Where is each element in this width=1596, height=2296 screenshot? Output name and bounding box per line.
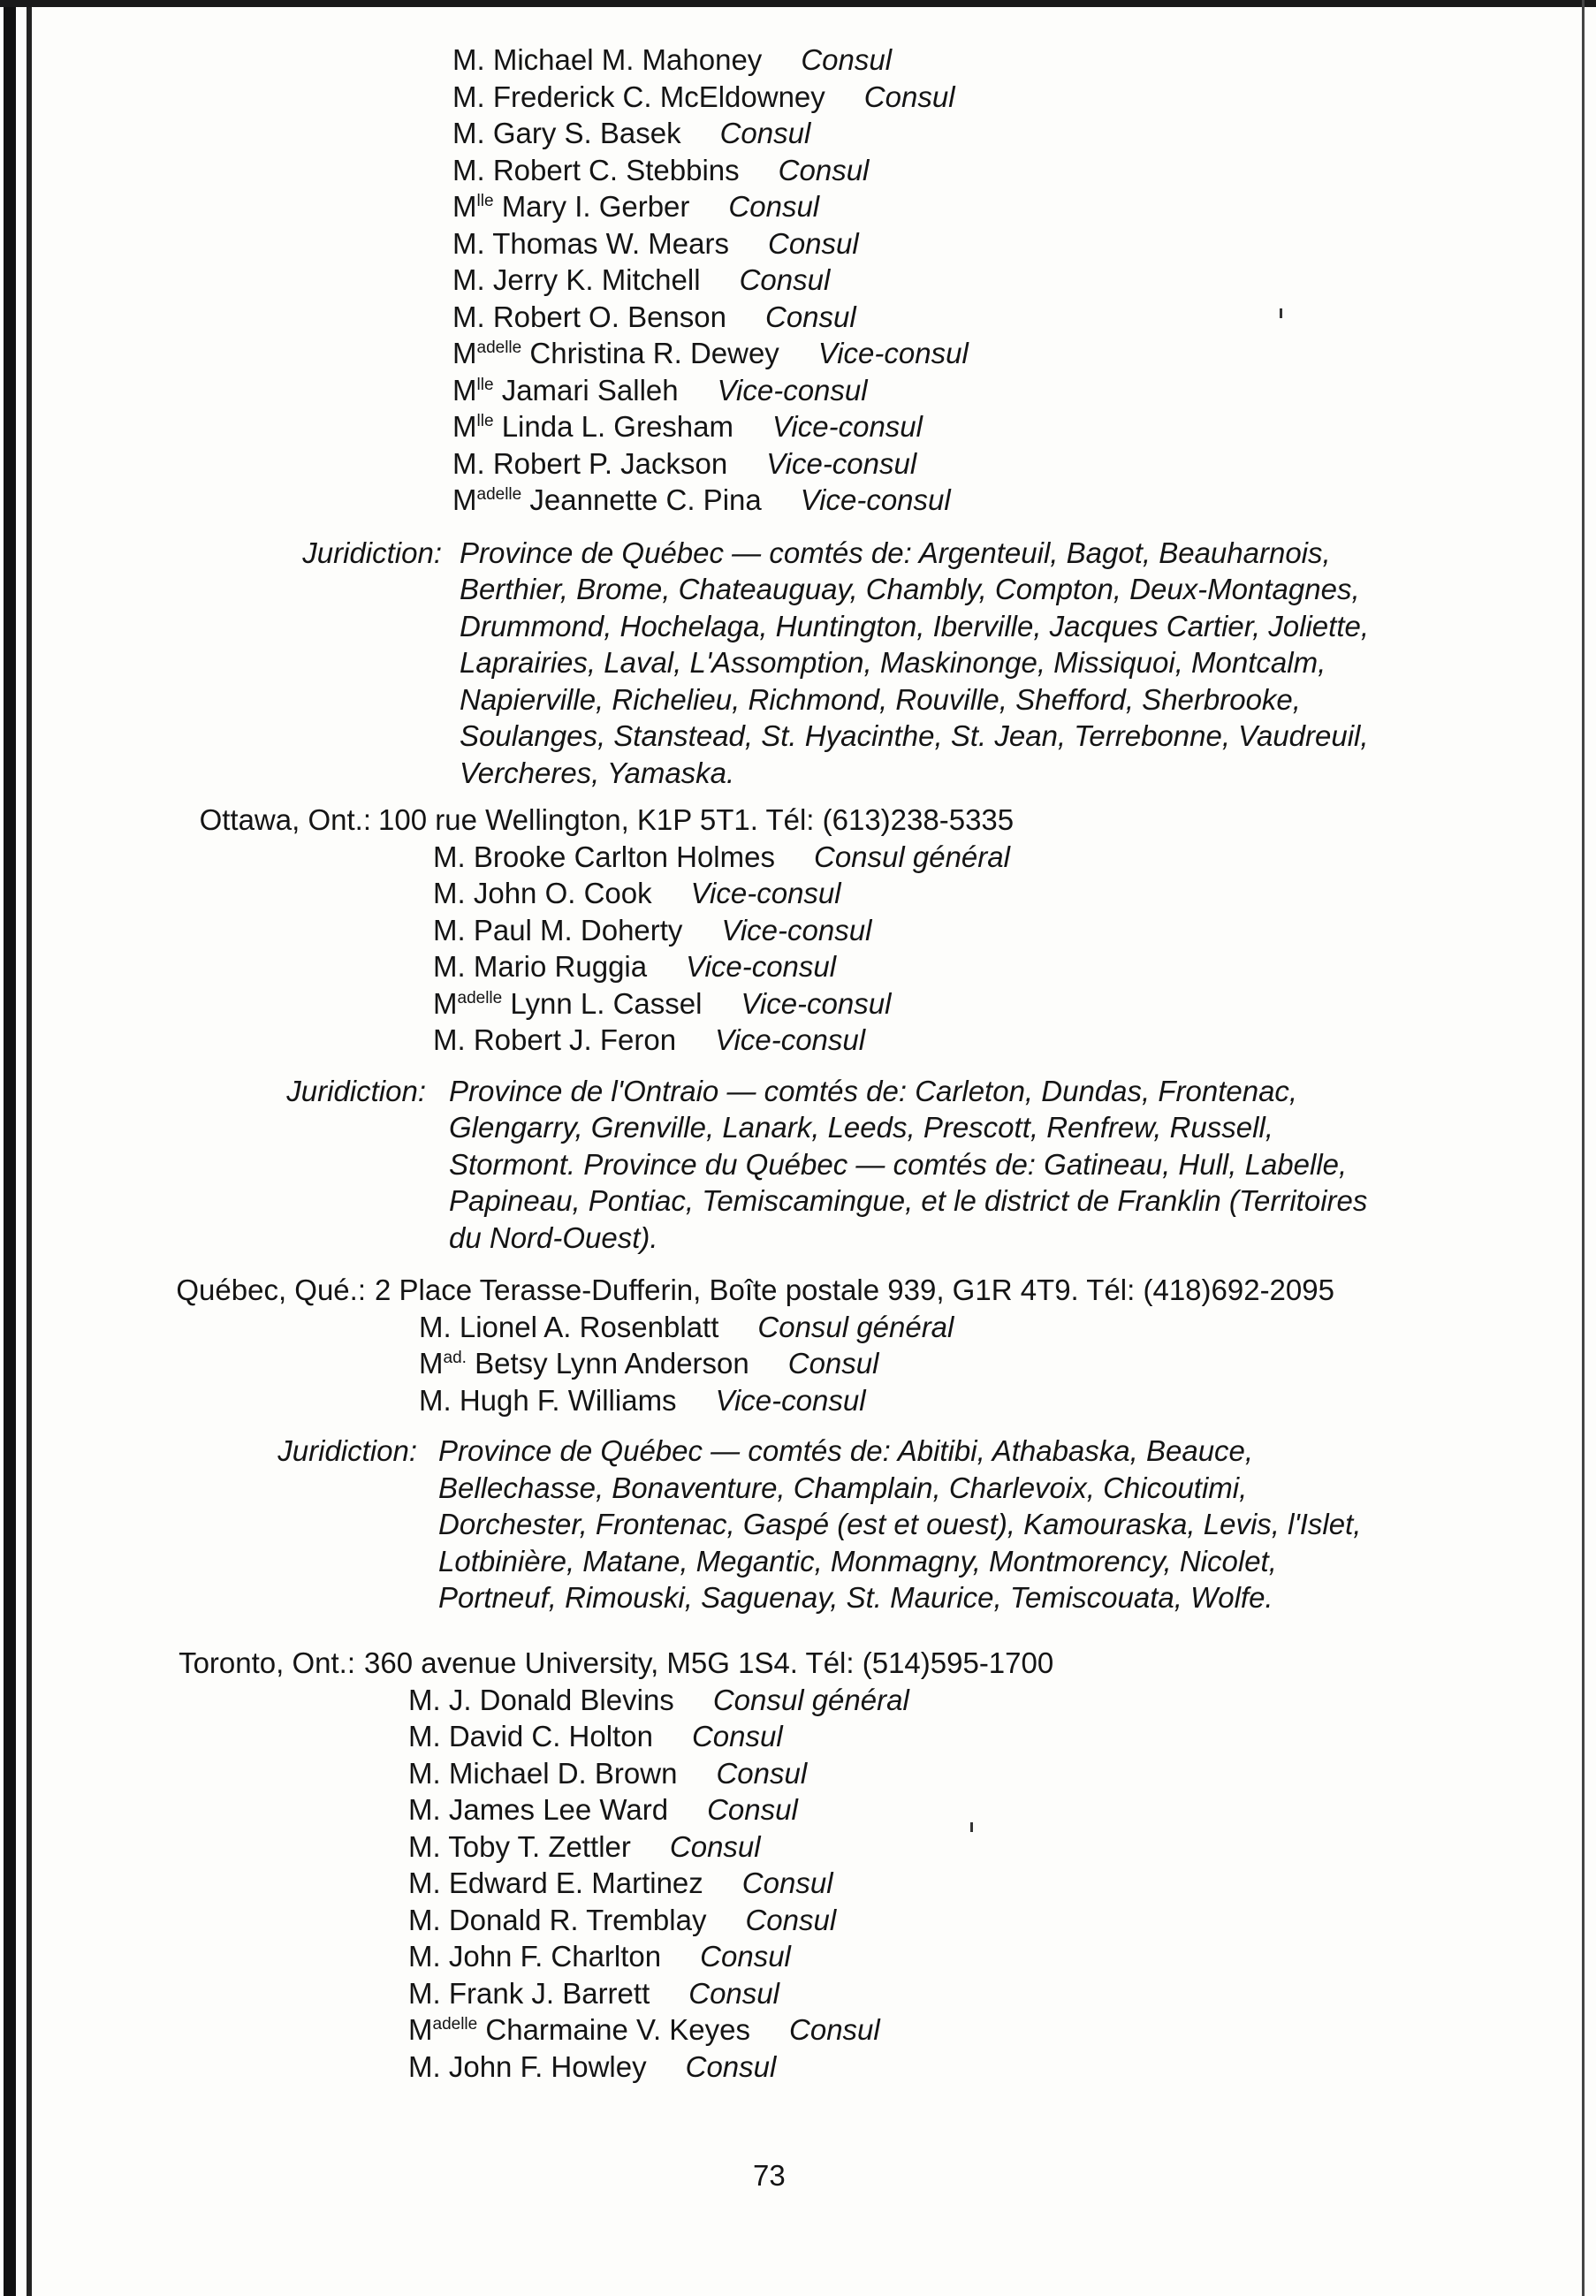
jurisdiction-line: Berthier, Brome, Chateauguay, Chambly, Compton, Deux-Montagnes,: [460, 573, 1360, 605]
staff-name: [408, 2013, 750, 2046]
staff-entry: [408, 1866, 833, 1901]
office-address: 2 Place Terasse-Dufferin, Boîte postale 939, G1R 4T9. Tél: (418)692-2095: [375, 1273, 1334, 1306]
honorific: M.: [452, 43, 485, 76]
honorific: M.: [452, 446, 485, 480]
honorific: M.: [408, 2049, 441, 2083]
office-city: Québec, Qué.:: [176, 1273, 366, 1306]
staff-role: Consul général: [757, 1310, 954, 1343]
honorific: M: [452, 410, 477, 443]
staff-role: Consul: [787, 1347, 879, 1380]
staff-name: [419, 1384, 677, 1417]
staff-entry: [419, 1383, 866, 1418]
staff-entry: [408, 1719, 783, 1754]
person-name: Edward E. Martinez: [448, 1866, 703, 1899]
jurisdiction-label: Juridiction:: [286, 1074, 426, 1107]
person-name: Brooke Carlton Holmes: [473, 840, 775, 873]
scan-border-left: [4, 0, 16, 2296]
staff-entry: [452, 226, 859, 262]
person-name: Frederick C. McEldowney: [492, 80, 825, 113]
jurisdiction-line: Province de Québec — comtés de: Abitibi, Athabaska, Beauce,: [438, 1434, 1254, 1467]
person-name: Mary I. Gerber: [501, 190, 690, 223]
staff-entry: [408, 2012, 880, 2048]
scan-border-top: [0, 0, 1596, 7]
staff-entry: [433, 949, 836, 985]
honorific-suffix: ad.: [443, 1349, 467, 1367]
honorific-suffix: adelle: [476, 338, 522, 357]
staff-role: Vice-consul: [686, 950, 837, 983]
staff-name: [452, 263, 701, 296]
jurisdiction-line: Napierville, Richelieu, Richmond, Rouville, Shefford, Sherbrooke,: [460, 682, 1301, 716]
staff-entry: [452, 483, 951, 518]
staff-role: Vice-consul: [715, 1383, 866, 1417]
staff-role: Consul: [688, 1976, 779, 2010]
staff-role: Vice-consul: [717, 373, 868, 407]
person-name: Linda L. Gresham: [501, 410, 733, 443]
page-number: 73: [753, 2159, 786, 2192]
staff-entry: [408, 2049, 776, 2085]
person-name: John O. Cook: [473, 877, 652, 909]
staff-entry: [452, 80, 955, 115]
staff-name: [433, 950, 647, 983]
staff-name: [419, 1347, 749, 1380]
person-name: Toby T. Zettler: [448, 1829, 631, 1863]
jurisdiction-line: Portneuf, Rimouski, Saguenay, St. Maurice, Temiscouata, Wolfe.: [438, 1581, 1273, 1614]
staff-entry: [452, 116, 810, 151]
staff-entry: [452, 373, 868, 408]
honorific-suffix: adelle: [457, 988, 503, 1007]
honorific: M.: [433, 913, 466, 947]
staff-role: Consul: [765, 300, 856, 333]
honorific: M.: [452, 226, 485, 260]
staff-role: Consul: [716, 1756, 808, 1790]
person-name: Robert P. Jackson: [492, 446, 728, 480]
person-name: Michael M. Mahoney: [492, 43, 763, 76]
staff-entry: [433, 876, 841, 911]
staff-name: [433, 987, 702, 1020]
staff-name: [433, 877, 652, 909]
honorific: M.: [408, 1940, 441, 1973]
staff-role: Consul général: [712, 1683, 909, 1716]
staff-role: Consul: [778, 153, 870, 186]
honorific: M: [433, 986, 458, 1020]
jurisdiction-line: Laprairies, Laval, L'Assomption, Maskinonge, Missiquoi, Montcalm,: [460, 646, 1326, 679]
honorific: M: [419, 1347, 444, 1380]
person-name: Gary S. Basek: [492, 117, 681, 149]
person-name: John F. Charlton: [448, 1940, 662, 1973]
staff-name: [452, 227, 729, 260]
honorific-suffix: lle: [476, 192, 494, 210]
person-name: Christina R. Dewey: [529, 337, 779, 369]
staff-role: Vice-consul: [721, 913, 872, 947]
staff-entry: [452, 42, 892, 78]
staff-role: Consul: [789, 2013, 880, 2046]
staff-name: [452, 447, 727, 480]
jurisdiction-line: Province de Québec — comtés de: Argenteuil, Bagot, Beauharnois,: [460, 536, 1331, 569]
staff-name: [452, 117, 681, 149]
jurisdiction-line: Dorchester, Frontenac, Gaspé (est et ouest), Kamouraska, Levis, l'Islet,: [438, 1508, 1362, 1540]
staff-role: Vice-consul: [766, 446, 917, 480]
jurisdiction-line: Papineau, Pontiac, Temiscamingue, et le district de Franklin (Territoires: [449, 1184, 1368, 1217]
honorific: M.: [408, 1829, 441, 1863]
staff-role: Vice-consul: [715, 1023, 866, 1056]
jurisdiction-line: Drummond, Hochelaga, Huntington, Iberville, Jacques Cartier, Joliette,: [460, 609, 1370, 642]
staff-entry: [452, 262, 830, 298]
person-name: Jerry K. Mitchell: [492, 263, 701, 296]
honorific: M.: [419, 1310, 452, 1343]
staff-entry: [408, 1683, 909, 1718]
honorific: M.: [433, 950, 466, 983]
person-name: Michael D. Brown: [448, 1756, 678, 1790]
scan-speck: [1280, 308, 1282, 318]
staff-entry: [408, 1829, 761, 1865]
person-name: John F. Howley: [448, 2049, 647, 2083]
staff-entry: [452, 153, 869, 188]
honorific: M.: [452, 153, 485, 186]
staff-role: Consul: [767, 226, 859, 260]
staff-role: Vice-consul: [741, 986, 892, 1020]
honorific: M.: [408, 1903, 441, 1936]
office-address: 100 rue Wellington, K1P 5T1. Tél: (613)238-5335: [378, 803, 1015, 836]
staff-name: [408, 2050, 647, 2083]
jurisdiction-label: Juridiction:: [277, 1434, 417, 1467]
staff-role: Consul: [741, 1866, 833, 1899]
person-name: Jeannette C. Pina: [529, 483, 762, 516]
honorific: M.: [452, 263, 485, 296]
staff-entry: [452, 446, 916, 482]
scan-speck: [970, 1822, 973, 1832]
staff-role: Consul: [728, 190, 820, 223]
jurisdiction-line: Glengarry, Grenville, Lanark, Leeds, Prescott, Renfrew, Russell,: [449, 1111, 1273, 1144]
honorific: M.: [408, 1720, 441, 1752]
staff-entry: [452, 189, 819, 224]
honorific: M.: [433, 877, 466, 909]
person-name: Robert O. Benson: [492, 300, 726, 333]
honorific: M.: [452, 117, 485, 149]
honorific: M.: [408, 1976, 441, 2010]
person-name: Thomas W. Mears: [492, 226, 729, 260]
staff-name: [408, 1757, 677, 1790]
office-city: Toronto, Ont.:: [179, 1646, 355, 1679]
honorific: M.: [433, 840, 466, 873]
staff-role: Vice-consul: [772, 410, 923, 443]
staff-name: [408, 1793, 668, 1826]
staff-name: [408, 1830, 631, 1863]
jurisdiction-line: Bellechasse, Bonaventure, Champlain, Charlevoix, Chicoutimi,: [438, 1471, 1248, 1504]
jurisdiction-line: Soulanges, Stanstead, St. Hyacinthe, St. Jean, Terrebonne, Vaudreuil,: [460, 719, 1369, 752]
honorific: M: [452, 373, 477, 407]
staff-name: [433, 914, 682, 947]
person-name: Paul M. Doherty: [473, 913, 683, 947]
honorific: M.: [433, 1023, 466, 1056]
staff-entry: [452, 409, 923, 445]
staff-entry: [408, 1976, 779, 2011]
staff-name: [419, 1311, 718, 1343]
person-name: Robert C. Stebbins: [492, 153, 740, 186]
honorific: M.: [408, 1756, 441, 1790]
staff-name: [408, 1904, 706, 1936]
staff-role: Consul: [707, 1793, 798, 1826]
jurisdiction-line: Stormont. Province du Québec — comtés de: Gatineau, Hull, Labelle,: [449, 1147, 1348, 1181]
honorific: M: [452, 337, 477, 369]
staff-role: Consul: [685, 2049, 777, 2083]
staff-entry: [433, 986, 891, 1022]
person-name: Hugh F. Williams: [459, 1383, 677, 1417]
honorific: M.: [408, 1793, 441, 1826]
staff-name: [452, 374, 679, 407]
person-name: Betsy Lynn Anderson: [475, 1347, 749, 1380]
honorific-suffix: lle: [476, 375, 494, 394]
office-city: Ottawa, Ont.:: [199, 803, 371, 836]
staff-entry: [419, 1346, 878, 1381]
staff-entry: [433, 913, 871, 948]
staff-name: [408, 1684, 674, 1716]
jurisdiction-line: Lotbinière, Matane, Megantic, Monmagny, Montmorency, Nicolet,: [438, 1544, 1277, 1578]
staff-name: [408, 1720, 653, 1752]
staff-role: Consul: [801, 43, 893, 76]
staff-name: [433, 1023, 676, 1056]
staff-name: [433, 840, 775, 873]
person-name: Charmaine V. Keyes: [485, 2013, 751, 2046]
honorific-suffix: adelle: [432, 2015, 478, 2034]
staff-name: [452, 483, 762, 516]
scan-border-left-inner: [27, 0, 32, 2296]
staff-role: Consul: [745, 1903, 837, 1936]
staff-role: Consul: [691, 1720, 783, 1752]
person-name: Mario Ruggia: [473, 950, 648, 983]
staff-name: [452, 43, 762, 76]
staff-role: Consul général: [813, 840, 1010, 873]
staff-name: [452, 190, 689, 223]
honorific: M: [452, 483, 477, 516]
staff-name: [408, 1977, 650, 2010]
jurisdiction-line: Vercheres, Yamaska.: [460, 756, 735, 789]
person-name: Robert J. Feron: [473, 1023, 677, 1056]
staff-role: Vice-consul: [800, 483, 951, 516]
staff-entry: [408, 1792, 798, 1828]
jurisdiction-line: du Nord-Ouest).: [449, 1220, 658, 1254]
person-name: Frank J. Barrett: [448, 1976, 650, 2010]
staff-entry: [452, 336, 969, 371]
person-name: Jamari Salleh: [501, 373, 679, 407]
staff-name: [408, 1866, 703, 1899]
staff-name: [452, 410, 733, 443]
staff-name: [452, 300, 726, 333]
honorific-suffix: adelle: [476, 485, 522, 504]
staff-role: Consul: [700, 1940, 791, 1973]
honorific: M.: [408, 1866, 441, 1899]
honorific: M: [452, 190, 477, 223]
office-address: 360 avenue University, M5G 1S4. Tél: (514)595-1700: [364, 1646, 1054, 1679]
person-name: Lionel A. Rosenblatt: [459, 1310, 719, 1343]
honorific: M.: [408, 1683, 441, 1716]
staff-name: [408, 1940, 661, 1973]
staff-entry: [452, 300, 856, 335]
staff-name: [452, 80, 825, 113]
staff-role: Vice-consul: [817, 337, 969, 369]
honorific: M: [408, 2013, 433, 2046]
person-name: Lynn L. Cassel: [510, 986, 703, 1020]
honorific: M.: [452, 300, 485, 333]
staff-role: Consul: [863, 80, 955, 113]
jurisdiction-label: Juridiction:: [302, 536, 442, 569]
person-name: Donald R. Tremblay: [448, 1903, 707, 1936]
scan-border-right: [1582, 0, 1585, 2296]
honorific: M.: [419, 1383, 452, 1417]
staff-role: Consul: [739, 263, 831, 296]
person-name: David C. Holton: [448, 1720, 653, 1752]
staff-entry: [419, 1310, 954, 1345]
staff-entry: [433, 1023, 865, 1058]
staff-role: Consul: [719, 117, 811, 149]
staff-entry: [433, 840, 1010, 875]
honorific: M.: [452, 80, 485, 113]
honorific-suffix: lle: [476, 412, 494, 430]
staff-entry: [408, 1939, 791, 1974]
staff-role: Consul: [669, 1829, 761, 1863]
person-name: James Lee Ward: [448, 1793, 669, 1826]
person-name: J. Donald Blevins: [448, 1683, 674, 1716]
staff-name: [452, 337, 779, 369]
staff-entry: [408, 1756, 807, 1791]
staff-entry: [408, 1903, 836, 1938]
jurisdiction-line: Province de l'Ontraio — comtés de: Carleton, Dundas, Frontenac,: [449, 1074, 1298, 1107]
staff-name: [452, 154, 740, 186]
staff-role: Vice-consul: [690, 877, 841, 909]
